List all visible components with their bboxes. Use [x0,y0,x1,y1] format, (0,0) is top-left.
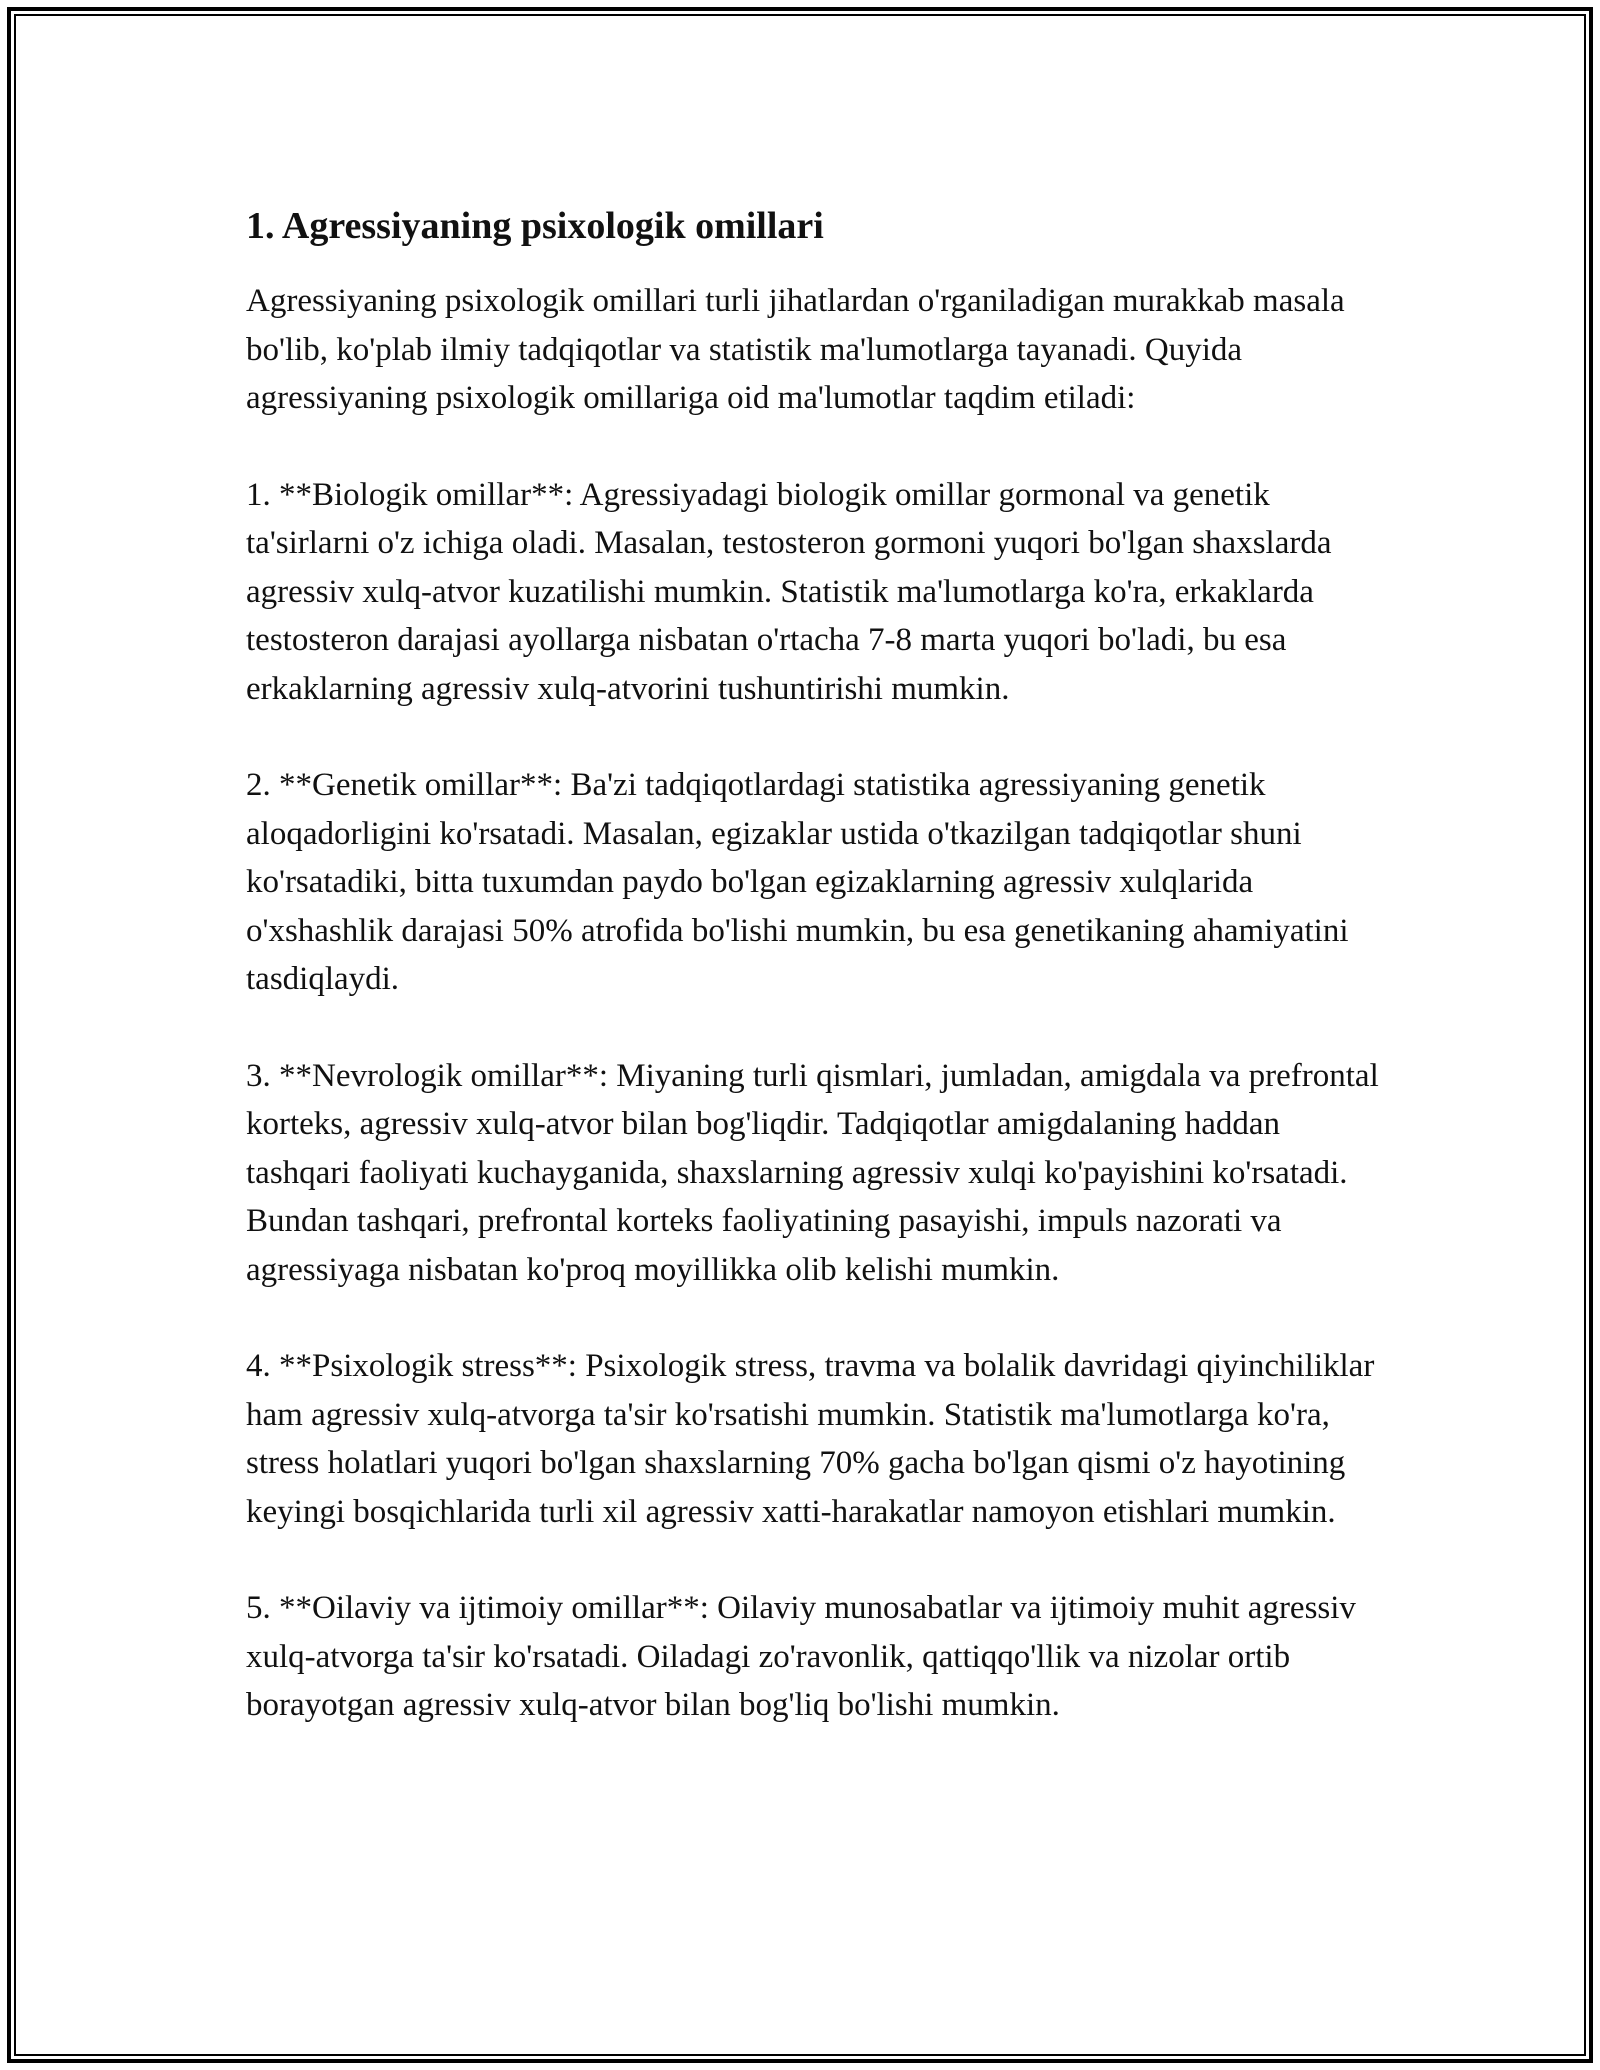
section-title: 1. Agressiyaning psixologik omillari [246,205,824,247]
document-body [246,199,1386,1730]
neurological-factors-paragraph: 3. **Nevrologik omillar**: Miyaning turli qismlari, jumladan, amigdala va prefrontal korteks, agressiv xulq-atvor bilan bog'liqdir. Tadqiqotlar amigdalaning haddan tashqari faoliyati kuchayganida, shaxslarning agressiv xulqi ko'payishini ko'rsatadi. Bundan tashqari, prefrontal korteks faoliyatining pasayishi, impuls nazorati va agressiyaga nisbatan ko'proq moyillikka olib kelishi mumkin. [246,1057,1379,1288]
biological-factors-paragraph: 1. **Biologik omillar**: Agressiyadagi biologik omillar gormonal va genetik ta'sirlarni o'z ichiga oladi. Masalan, testosteron gormoni yuqori bo'lgan shaxslarda agressiv xulq-atvor kuzatilishi mumkin. Statistik ma'lumotlarga ko'ra, erkaklarda testosteron darajasi ayollarga nisbatan o'rtacha 7-8 marta yuqori bo'ladi, bu esa erkaklarning agressiv xulq-atvorini tushuntirishi mumkin. [246,476,1332,707]
psychological-stress-paragraph: 4. **Psixologik stress**: Psixologik stress, travma va bolalik davridagi qiyinchiliklar ham agressiv xulq-atvorga ta'sir ko'rsatishi mumkin. Statistik ma'lumotlarga ko'ra, stress holatlari yuqori bo'lgan shaxslarning 70% gacha bo'lgan qismi o'z hayotining keyingi bosqichlarida turli xil agressiv xatti-harakatlar namoyon etishlari mumkin. [246,1348,1375,1530]
family-social-factors-paragraph: 5. **Oilaviy va ijtimoiy omillar**: Oilaviy munosabatlar va ijtimoiy muhit agressiv xulq-atvorga ta'sir ko'rsatadi. Oiladagi zo'ravonlik, qattiqqo'llik va nizolar ortib borayotgan agressiv xulq-atvor bilan bog'liq bo'lishi mumkin. [246,1590,1356,1723]
genetic-factors-paragraph: 2. **Genetik omillar**: Ba'zi tadqiqotlardagi statistika agressiyaning genetik aloqadorligini ko'rsatadi. Masalan, egizaklar ustida o'tkazilgan tadqiqotlar shuni ko'rsatadiki, bitta tuxumdan paydo bo'lgan egizaklarning agressiv xulqlarida o'xshashlik darajasi 50% atrofida bo'lishi mumkin, bu esa genetikaning ahamiyatini tasdiqlaydi. [246,767,1349,997]
page-frame [7,7,1593,2063]
intro-paragraph: Agressiyaning psixologik omillari turli jihatlardan o'rganiladigan murakkab masala bo'lib, ko'plab ilmiy tadqiqotlar va statistik ma'lumotlarga tayanadi. Quyida agressiyaning psixologik omillariga oid ma'lumotlar taqdim etiladi: [246,283,1345,416]
